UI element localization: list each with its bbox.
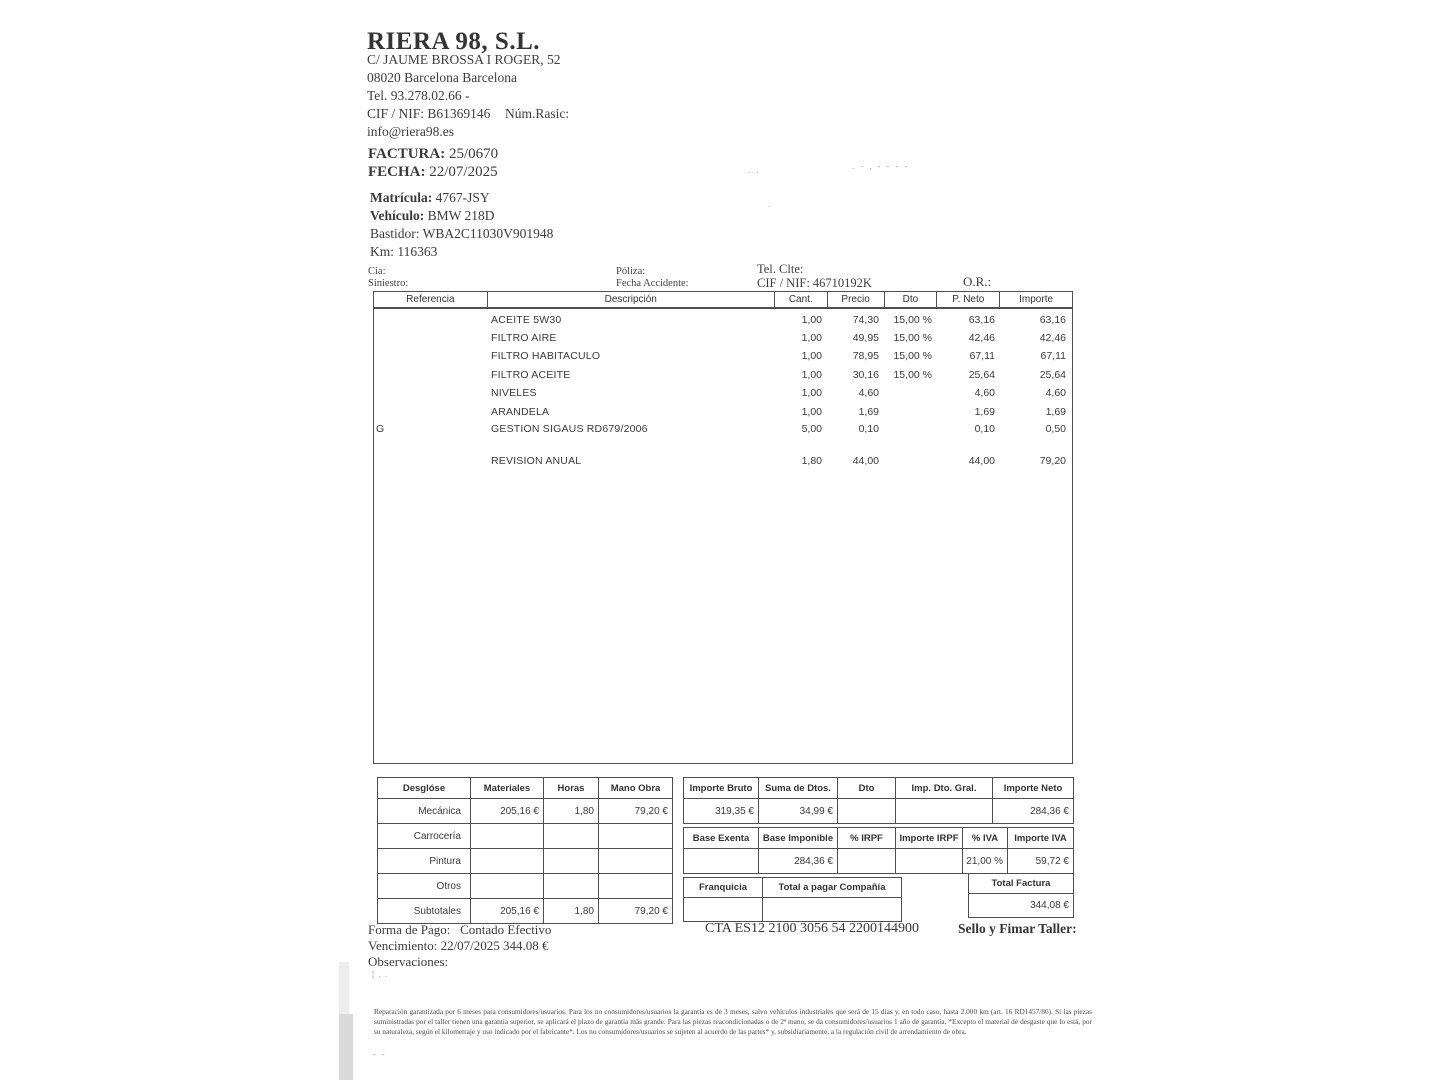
desglose-cell [544, 874, 599, 899]
item-cant: 1,80 [801, 455, 822, 467]
desglose-row-label: Pintura [378, 849, 471, 874]
fecha-value: 22/07/2025 [429, 164, 498, 180]
claim-siniestro-label: Siniestro: [368, 278, 409, 289]
item-dto: 15,00 % [893, 314, 932, 326]
item-pneto: 63,16 [968, 314, 995, 326]
items-table-body [373, 308, 1073, 764]
item-precio: 0,10 [858, 423, 879, 435]
desglose-header: Horas [544, 778, 599, 799]
totals-header: Importe Neto [993, 778, 1074, 799]
desglose-cell [599, 849, 673, 874]
vehicle-km-line [370, 244, 437, 260]
franquicia-value [763, 898, 902, 922]
franquicia-table [683, 877, 902, 922]
table-row [374, 313, 1072, 327]
km-label: Km: [370, 244, 395, 259]
scan-artifact: . [768, 200, 773, 209]
totals-header: Importe IVA [1008, 828, 1074, 849]
totals-value: 284,36 € [993, 799, 1074, 824]
desglose-cell [599, 874, 673, 899]
items-header-cant: Cant. [775, 292, 828, 307]
item-desc: FILTRO AIRE [491, 332, 557, 344]
desglose-cell: 205,16 € [471, 799, 544, 824]
item-precio: 4,60 [858, 387, 879, 399]
totals-value [896, 849, 963, 874]
table-row [374, 368, 1072, 382]
claim-tel-clte-label: Tel. Clte: [757, 262, 804, 276]
item-ref [374, 368, 487, 382]
company-email: info@riera98.es [367, 124, 455, 139]
franquicia-header: Franquicia [684, 878, 763, 898]
forma-pago-value: Contado Efectivo [460, 922, 552, 937]
franquicia-value [684, 898, 763, 922]
claim-or-label: O.R.: [963, 274, 992, 289]
item-ref [374, 405, 487, 419]
item-desc: ARANDELA [491, 406, 550, 418]
item-importe: 4,60 [1045, 387, 1066, 399]
item-pneto: 44,00 [968, 455, 995, 467]
company-address-street: C/ JAUME BROSSA I ROGER, 52 [367, 52, 561, 67]
table-row [374, 349, 1072, 363]
desglose-cell [599, 824, 673, 849]
item-ref [374, 454, 487, 468]
claim-fecha-accidente-label: Fecha Accidente: [616, 278, 689, 289]
desglose-header: Desglóse [378, 778, 471, 799]
item-cant: 1,00 [801, 314, 822, 326]
totals-header: Dto [838, 778, 896, 799]
item-importe: 63,16 [1039, 314, 1066, 326]
invoice-number-line [368, 146, 498, 163]
company-rasic-label: Núm.Rasic: [505, 106, 570, 121]
desglose-row-label: Otros [378, 874, 471, 899]
desglose-cell: 79,20 € [599, 899, 673, 924]
item-desc: REVISION ANUAL [491, 455, 582, 467]
item-pneto: 42,46 [968, 332, 995, 344]
items-header-referencia: Referencia [374, 292, 488, 307]
scan-artifact: ¦ . . [372, 970, 388, 979]
totals-value [838, 849, 896, 874]
item-dto: 15,00 % [893, 332, 932, 344]
claim-poliza-label: Póliza: [616, 266, 646, 277]
bastidor-label: Bastidor: [370, 226, 420, 241]
items-header-descripcion: Descripción [488, 292, 775, 307]
totals-header: Imp. Dto. Gral. [896, 778, 993, 799]
desglose-cell: 79,20 € [599, 799, 673, 824]
totals-value [896, 799, 993, 824]
vehicle-matricula-line [370, 190, 490, 206]
totals-header: % IVA [963, 828, 1008, 849]
item-importe: 1,69 [1045, 406, 1066, 418]
desglose-cell: 1,80 [544, 899, 599, 924]
table-row [374, 454, 1072, 468]
table-row [374, 422, 1072, 436]
item-desc: NIVELES [491, 387, 537, 399]
item-cant: 1,00 [801, 406, 822, 418]
desglose-header: Materiales [471, 778, 544, 799]
vencimiento-line: Vencimiento: 22/07/2025 344.08 € [368, 938, 549, 953]
desglose-cell [471, 824, 544, 849]
items-header-dto: Dto [885, 292, 938, 307]
item-ref [374, 386, 487, 400]
totals-value [684, 849, 759, 874]
desglose-row-label: Subtotales [378, 899, 471, 924]
factura-label: FACTURA: [368, 146, 446, 162]
scan-edge-band [339, 1014, 353, 1080]
cta-account-number: CTA ES12 2100 3056 54 2200144900 [705, 921, 919, 936]
item-dto: 15,00 % [893, 350, 932, 362]
item-desc: ACEITE 5W30 [491, 314, 562, 326]
desglose-cell [471, 874, 544, 899]
totals-header: Base Exenta [684, 828, 759, 849]
table-row [374, 386, 1072, 400]
item-pneto: 4,60 [974, 387, 995, 399]
item-precio: 78,95 [852, 350, 879, 362]
item-cant: 1,00 [801, 387, 822, 399]
item-pneto: 67,11 [969, 350, 995, 362]
item-ref [374, 349, 487, 363]
item-pneto: 1,69 [974, 406, 995, 418]
desglose-cell: 205,16 € [471, 899, 544, 924]
item-desc: FILTRO ACEITE [491, 369, 571, 381]
scan-edge-band [339, 962, 349, 1014]
item-importe: 79,20 [1039, 455, 1066, 467]
totals-header: Importe Bruto [684, 778, 759, 799]
company-name: RIERA 98, S.L. [367, 28, 541, 55]
item-ref [374, 313, 487, 327]
vehicle-bastidor-line [370, 226, 553, 242]
company-cif: CIF / NIF: B61369146 [367, 106, 491, 121]
item-importe: 25,64 [1039, 369, 1066, 381]
desglose-cell [544, 824, 599, 849]
items-header-pneto: P. Neto [937, 292, 1000, 307]
item-pneto: 25,64 [968, 369, 995, 381]
item-dto [884, 386, 937, 400]
vehicle-vehiculo-line [370, 208, 495, 224]
observaciones-label: Observaciones: [368, 954, 449, 969]
item-desc: FILTRO HABITACULO [491, 350, 601, 362]
totals-value: 21,00 % [963, 849, 1008, 874]
items-header-importe: Importe [1019, 294, 1054, 305]
item-pneto: 0,10 [974, 423, 995, 435]
totals-header: % IRPF [838, 828, 896, 849]
bastidor-value: WBA2C11030V901948 [422, 226, 554, 241]
table-row [374, 331, 1072, 345]
totals-header: Importe IRPF [896, 828, 963, 849]
item-precio: 44,00 [852, 455, 879, 467]
sello-firma-label: Sello y Fimar Taller: [958, 921, 1077, 936]
totals-header: Suma de Dtos. [759, 778, 838, 799]
desglose-row-label: Mecánica [378, 799, 471, 824]
desglose-cell [544, 849, 599, 874]
totals-bruto-table [683, 777, 1074, 824]
item-dto [884, 405, 937, 419]
scan-artifact: . · , - - - - [852, 162, 910, 171]
item-cant: 5,00 [801, 423, 822, 435]
item-cant: 1,00 [801, 350, 822, 362]
items-table-header [373, 291, 1073, 308]
item-dto: 15,00 % [893, 369, 932, 381]
totals-value: 284,36 € [759, 849, 838, 874]
totals-header: Base Imponible [759, 828, 838, 849]
desglose-row-label: Carrocería [378, 824, 471, 849]
franquicia-header: Total a pagar Compañía [763, 878, 902, 898]
scan-artifact: . . [748, 166, 761, 175]
factura-value: 25/0670 [448, 146, 499, 162]
forma-pago-line [368, 922, 551, 938]
company-phone: Tel. 93.278.02.66 - [367, 88, 470, 103]
total-factura-box [968, 873, 1074, 918]
item-desc: GESTION SIGAUS RD679/2006 [491, 423, 648, 435]
km-value: 116363 [397, 244, 438, 259]
total-factura-value: 344,08 € [969, 894, 1074, 918]
desglose-cell [471, 849, 544, 874]
totals-value: 34,99 € [759, 799, 838, 824]
totals-impuestos-table [683, 827, 1074, 874]
total-factura-label: Total Factura [969, 874, 1074, 894]
desglose-table [377, 777, 673, 924]
forma-pago-label: Forma de Pago: [368, 922, 451, 937]
table-row [374, 405, 1072, 419]
item-ref: G [376, 423, 385, 435]
item-cant: 1,00 [801, 332, 822, 344]
totals-value: 59,72 € [1008, 849, 1074, 874]
totals-value [838, 799, 896, 824]
matricula-value: 4767-JSY [435, 190, 490, 205]
item-importe: 42,46 [1039, 332, 1066, 344]
items-header-precio: Precio [828, 292, 885, 307]
item-dto [884, 422, 937, 436]
claim-cia-label: Cia: [368, 266, 386, 277]
totals-value: 319,35 € [684, 799, 759, 824]
item-dto [884, 454, 937, 468]
desglose-header: Mano Obra [599, 778, 673, 799]
item-importe: 0,50 [1045, 423, 1066, 435]
matricula-label: Matrícula: [370, 190, 433, 205]
item-precio: 74,30 [852, 314, 879, 326]
vehiculo-label: Vehículo: [370, 208, 425, 223]
item-cant: 1,00 [801, 369, 822, 381]
item-precio: 1,69 [858, 406, 879, 418]
item-ref [374, 331, 487, 345]
fecha-label: FECHA: [368, 164, 426, 180]
item-precio: 49,95 [852, 332, 879, 344]
item-importe: 67,11 [1040, 350, 1066, 362]
item-precio: 30,16 [852, 369, 879, 381]
claim-cif-nif: CIF / NIF: 46710192K [757, 276, 872, 290]
scan-artifact: - - [373, 1050, 387, 1059]
desglose-cell: 1,80 [544, 799, 599, 824]
warranty-fine-print: Reparación garantizada por 6 meses para consumidores/usuarios. Para los no consumidores/usuarios la garantía es de 3 meses, salvo vehículos industriales que será de 15 días y, en todo caso, hasta 2.000 km (art. 16 RD1457/86). Si las piezas suministradas por el taller tienen una garantía superior, se aplicará el plazo de garantía más grande. Para las piezas reacondicionadas o de 2ª mano, se da consumidores/usuarios 1 año de garantía. *Excepto el material de desgaste que lo está, por su naturaleza, según el kilometraje y uso indicado por el fabricante*. Los no consumidores/usuarios se sujeten al acuerdo de las partes* y, subsidiariamente, a la regulación civil de arrendamiento de obra. [374, 1007, 1092, 1036]
company-address-city: 08020 Barcelona Barcelona [367, 70, 517, 85]
vehiculo-value: BMW 218D [427, 208, 495, 223]
invoice-date-line [368, 164, 498, 181]
